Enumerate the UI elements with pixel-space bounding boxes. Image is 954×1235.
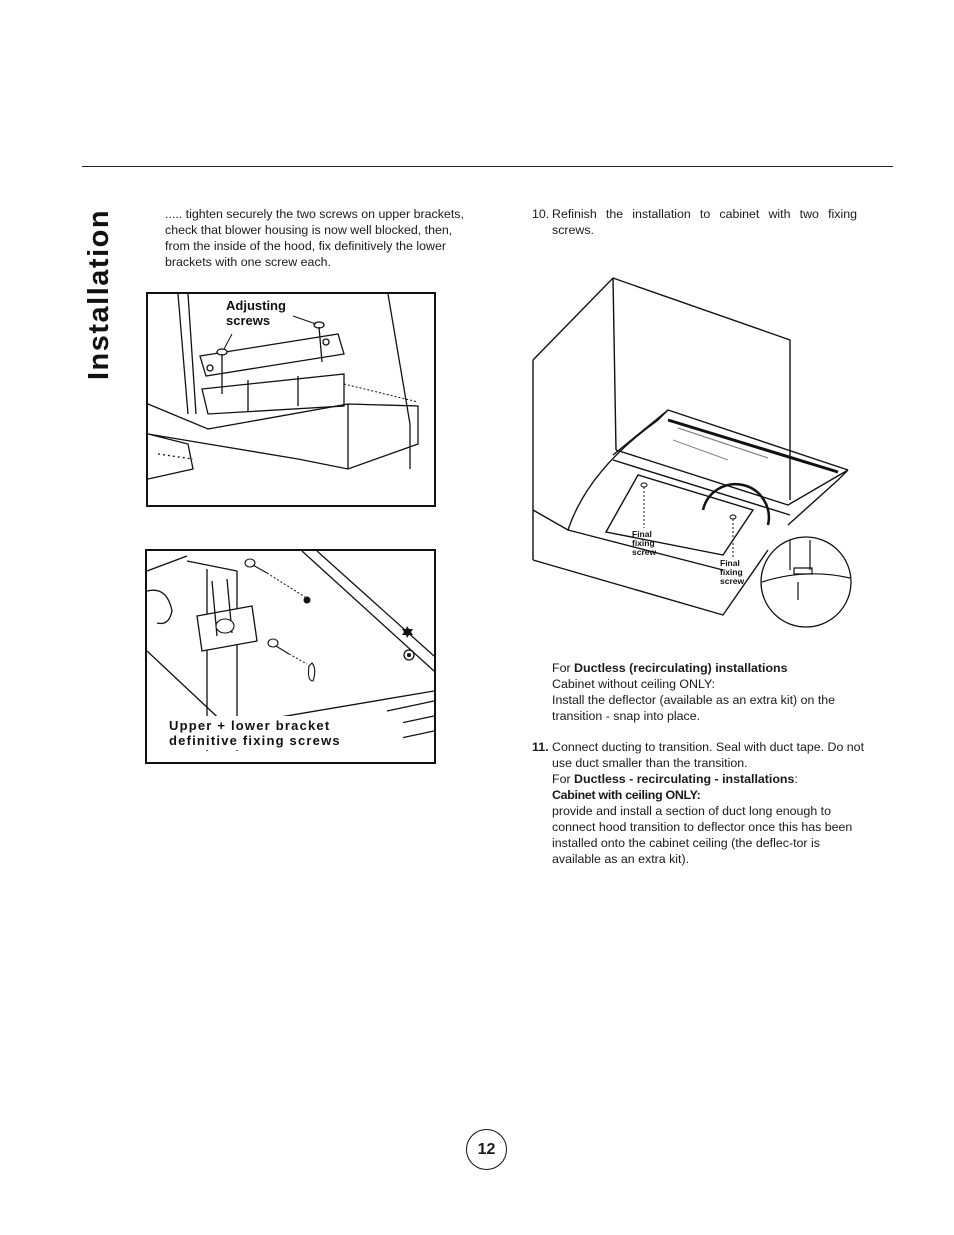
- step-11-heading-suffix: :: [794, 772, 798, 786]
- ductless-heading-line: [552, 660, 867, 676]
- step-11-line1: Connect ducting to transition. Seal with duct tape. Do not use duct smaller than the transition.: [552, 740, 865, 770]
- ductless-block: [552, 660, 867, 724]
- step-11-content: [552, 739, 867, 867]
- step-11-for: For: [552, 772, 571, 786]
- ductless-for: For: [552, 661, 571, 675]
- page-number: 12: [466, 1129, 507, 1170]
- step-11-subheading: Cabinet with ceiling ONLY:: [552, 788, 701, 802]
- section-title: Installation: [83, 208, 115, 380]
- final-fixing-screw-label-right: Final fixing screw: [720, 558, 745, 586]
- step-11-heading-line: [552, 771, 867, 787]
- final-fixing-screw-label-left: Final fixing screw: [632, 529, 657, 557]
- figure-adjusting-screws: [146, 292, 436, 507]
- figure-bracket-fixing-screws: [145, 549, 436, 764]
- bracket-fixing-screws-label: Upper + lower bracket definitive fixing screws: [167, 716, 403, 750]
- header-rule: [82, 166, 893, 167]
- screw-hole-icon: [304, 597, 311, 604]
- ductless-line2: Install the deflector (available as an extra kit) on the transition - snap into place.: [552, 693, 836, 723]
- step-10-number: 10.: [532, 207, 550, 221]
- step-11-number: 11.: [532, 740, 549, 754]
- adjusting-screws-label: Adjusting screws: [226, 298, 286, 328]
- figure-final-fixing-screws: [528, 270, 858, 630]
- step-11-heading: Ductless - recirculating - installations: [574, 772, 795, 786]
- ductless-line1: Cabinet without ceiling ONLY:: [552, 677, 716, 691]
- intro-paragraph: ..... tighten securely the two screws on upper brackets, check that blower housing is now well blocked, then, from the inside of the hood, fix definitively the lower brackets with one screw each.: [165, 207, 464, 269]
- hood-fixing-illustration: [528, 270, 858, 630]
- step-10-text: Refinish the installation to cabinet with two fixing screws.: [552, 207, 857, 237]
- step-11-body: provide and install a section of duct long enough to connect hood transition to deflector once this has been installed onto the cabinet ceiling (the deflec-tor is available as an extra kit).: [552, 804, 853, 866]
- ductless-heading: Ductless (recirculating) installations: [574, 661, 788, 675]
